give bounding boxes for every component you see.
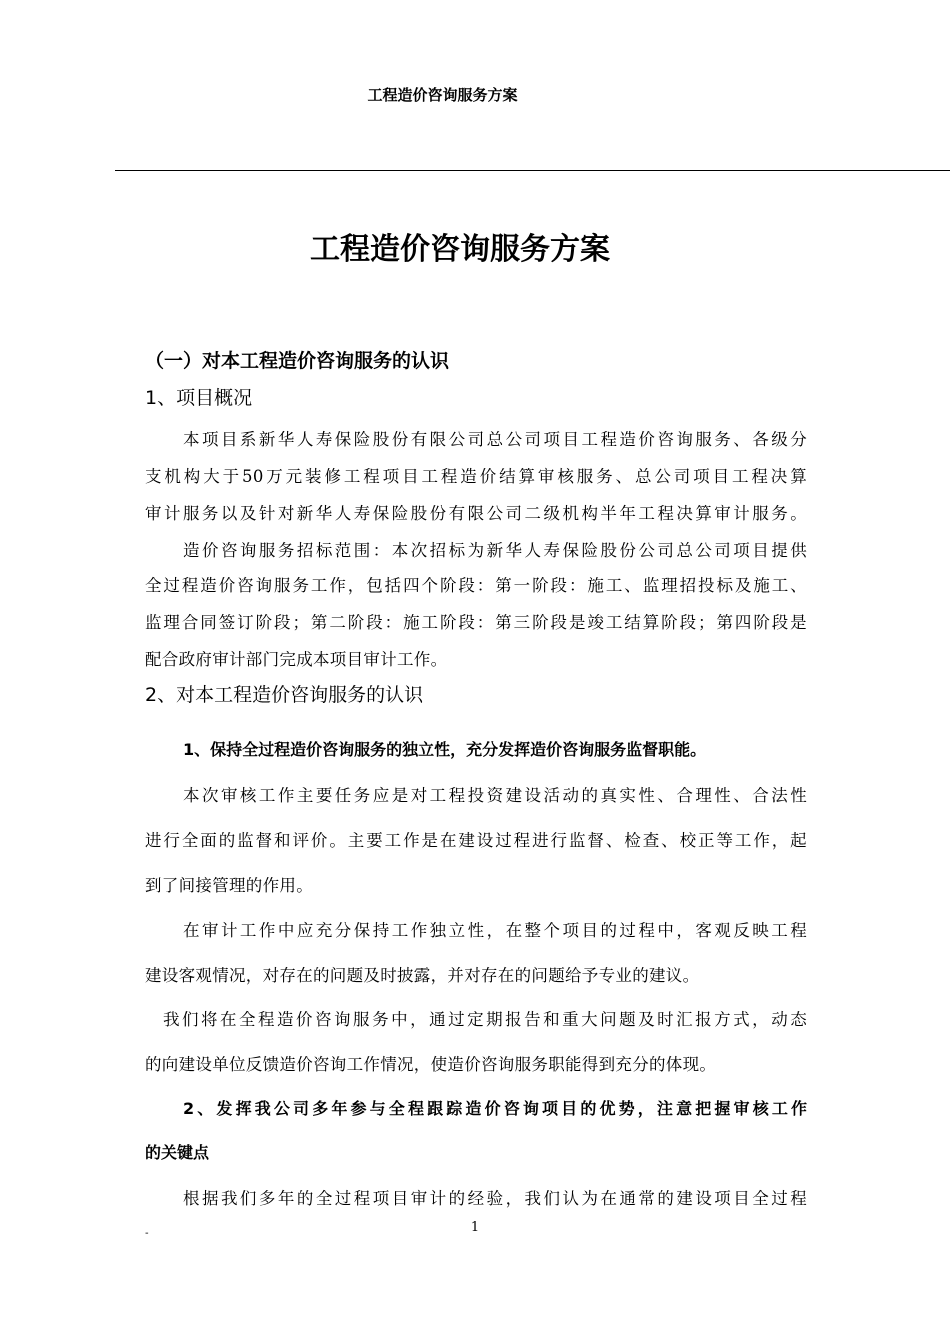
paragraph-line: 支机构大于50万元装修工程项目工程造价结算审核服务、总公司项目工程决算 [145,467,807,486]
paragraph-line: 建设客观情况，对存在的问题及时披露，并对存在的问题给予专业的建议。 [145,966,700,985]
subsection-heading-overview: 1、项目概况 [145,387,253,409]
paragraph-line: 根据我们多年的全过程项目审计的经验，我们认为在通常的建设项目全过程 [183,1189,807,1208]
paragraph-line: 本项目系新华人寿保险股份有限公司总公司项目工程造价咨询服务、各级分 [183,430,807,449]
footer-mark: - [145,1228,149,1239]
running-header: 工程造价咨询服务方案 [367,86,518,104]
page-number: 1 [470,1220,480,1235]
point-heading-continued: 的关键点 [145,1143,210,1162]
point-heading: 1、保持全过程造价咨询服务的独立性，充分发挥造价咨询服务监督职能。 [183,740,707,759]
paragraph-line: 我们将在全程造价咨询服务中，通过定期报告和重大问题及时汇报方式，动态 [163,1010,807,1029]
document-title: 工程造价咨询服务方案 [310,232,610,267]
header-divider [115,170,950,171]
paragraph-line: 本次审核工作主要任务应是对工程投资建设活动的真实性、合理性、合法性 [183,786,807,805]
paragraph-line: 监理合同签订阶段；第二阶段：施工阶段：第三阶段是竣工结算阶段；第四阶段是 [145,613,807,632]
paragraph-line: 配合政府审计部门完成本项目审计工作。 [145,650,448,669]
paragraph-line: 进行全面的监督和评价。主要工作是在建设过程进行监督、检查、校正等工作，起 [145,831,807,850]
paragraph-line: 在审计工作中应充分保持工作独立性，在整个项目的过程中，客观反映工程 [183,921,807,940]
paragraph-line: 的向建设单位反馈造价咨询工作情况，使造价咨询服务职能得到充分的体现。 [145,1055,717,1074]
paragraph-line: 全过程造价咨询服务工作，包括四个阶段：第一阶段：施工、监理招投标及施工、 [145,576,807,595]
point-heading: 2、发挥我公司多年参与全程跟踪造价咨询项目的优势，注意把握审核工作 [183,1099,807,1118]
paragraph-line: 到了间接管理的作用。 [145,876,313,895]
section-heading: （一）对本工程造价咨询服务的认识 [145,350,450,372]
paragraph-line: 审计服务以及针对新华人寿保险股份有限公司二级机构半年工程决算审计服务。 [145,504,807,523]
paragraph-line: 造价咨询服务招标范围：本次招标为新华人寿保险股份公司总公司项目提供 [183,541,807,560]
subsection-heading-understanding: 2、对本工程造价咨询服务的认识 [145,684,424,706]
